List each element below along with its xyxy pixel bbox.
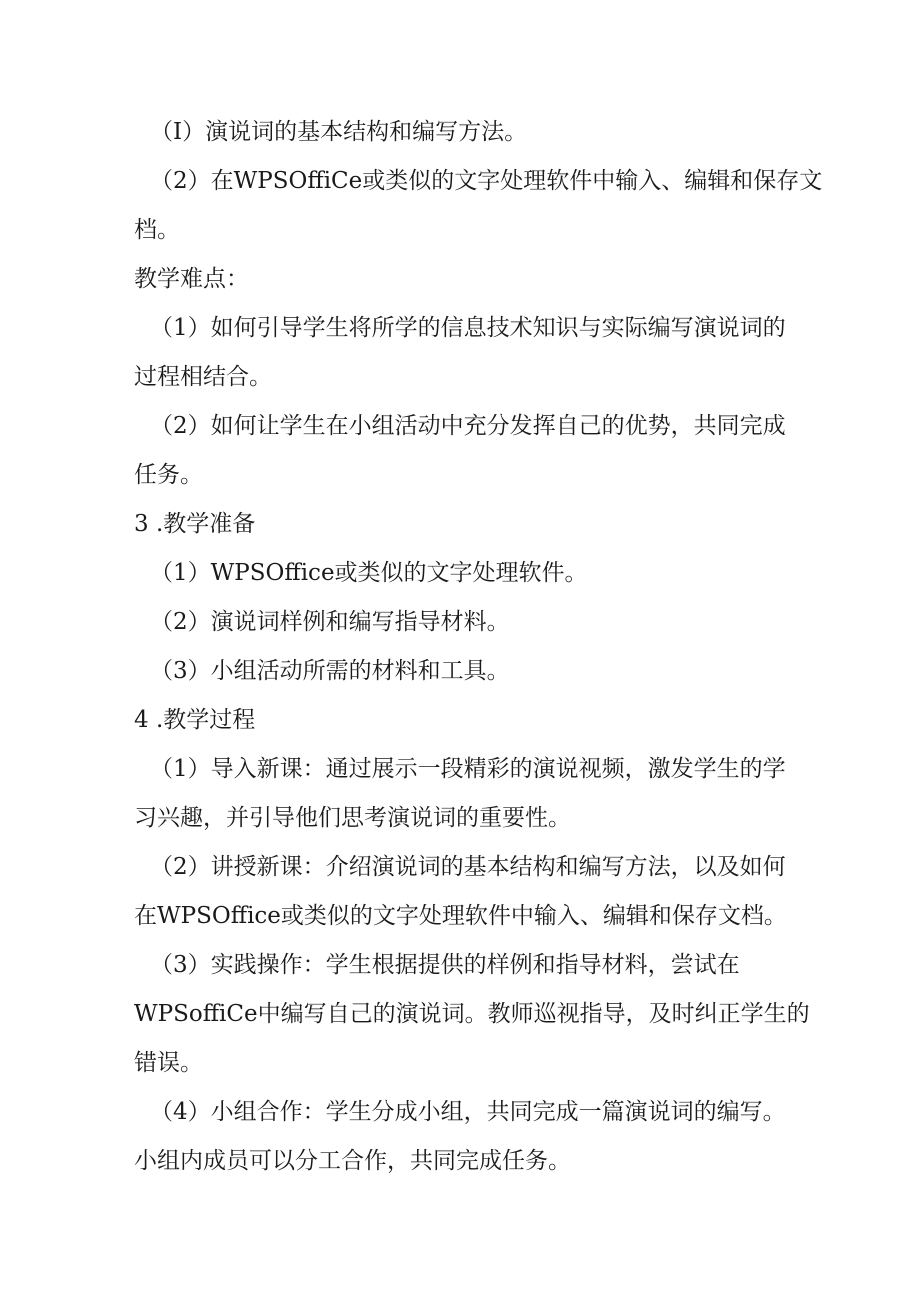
document-body xyxy=(134,108,823,1186)
text-line: （3）小组活动所需的材料和工具。 xyxy=(150,658,510,684)
text-line: （2）讲授新课：介绍演说词的基本结构和编写方法，以及如何 xyxy=(150,854,786,880)
text-line: （1）如何引导学生将所学的信息技术知识与实际编写演说词的 xyxy=(150,315,786,341)
text-line: （2）演说词样例和编写指导材料。 xyxy=(150,609,510,635)
section-heading: 3 .教学准备 xyxy=(134,511,256,537)
text-line: 在WPSOffice或类似的文字处理软件中输入、编辑和保存文档。 xyxy=(134,903,787,929)
text-line: （1）导入新课：通过展示一段精彩的演说视频，激发学生的学 xyxy=(150,756,786,782)
text-line: 小组内成员可以分工合作，共同完成任务。 xyxy=(134,1148,571,1174)
text-line: 档。 xyxy=(134,217,180,243)
text-line: （2）在WPSOffiCe或类似的文字处理软件中输入、编辑和保存文 xyxy=(150,168,823,194)
text-line: （4）小组合作：学生分成小组，共同完成一篇演说词的编写。 xyxy=(150,1099,786,1125)
text-line: （3）实践操作：学生根据提供的样例和指导材料，尝试在 xyxy=(150,952,740,978)
text-line: （1）WPSOffice或类似的文字处理软件。 xyxy=(150,560,588,586)
text-line: 错误。 xyxy=(134,1050,203,1076)
text-line: （I）演说词的基本结构和编写方法。 xyxy=(150,119,528,145)
text-line: 任务。 xyxy=(134,462,203,488)
section-heading: 教学难点： xyxy=(134,266,249,292)
section-heading: 4 .教学过程 xyxy=(134,707,256,733)
text-line: （2）如何让学生在小组活动中充分发挥自己的优势，共同完成 xyxy=(150,413,786,439)
text-line: WPSoffiCe中编写自己的演说词。教师巡视指导，及时纠正学生的 xyxy=(134,1001,810,1027)
text-line: 习兴趣，并引导他们思考演说词的重要性。 xyxy=(134,805,571,831)
text-line: 过程相结合。 xyxy=(134,364,272,390)
